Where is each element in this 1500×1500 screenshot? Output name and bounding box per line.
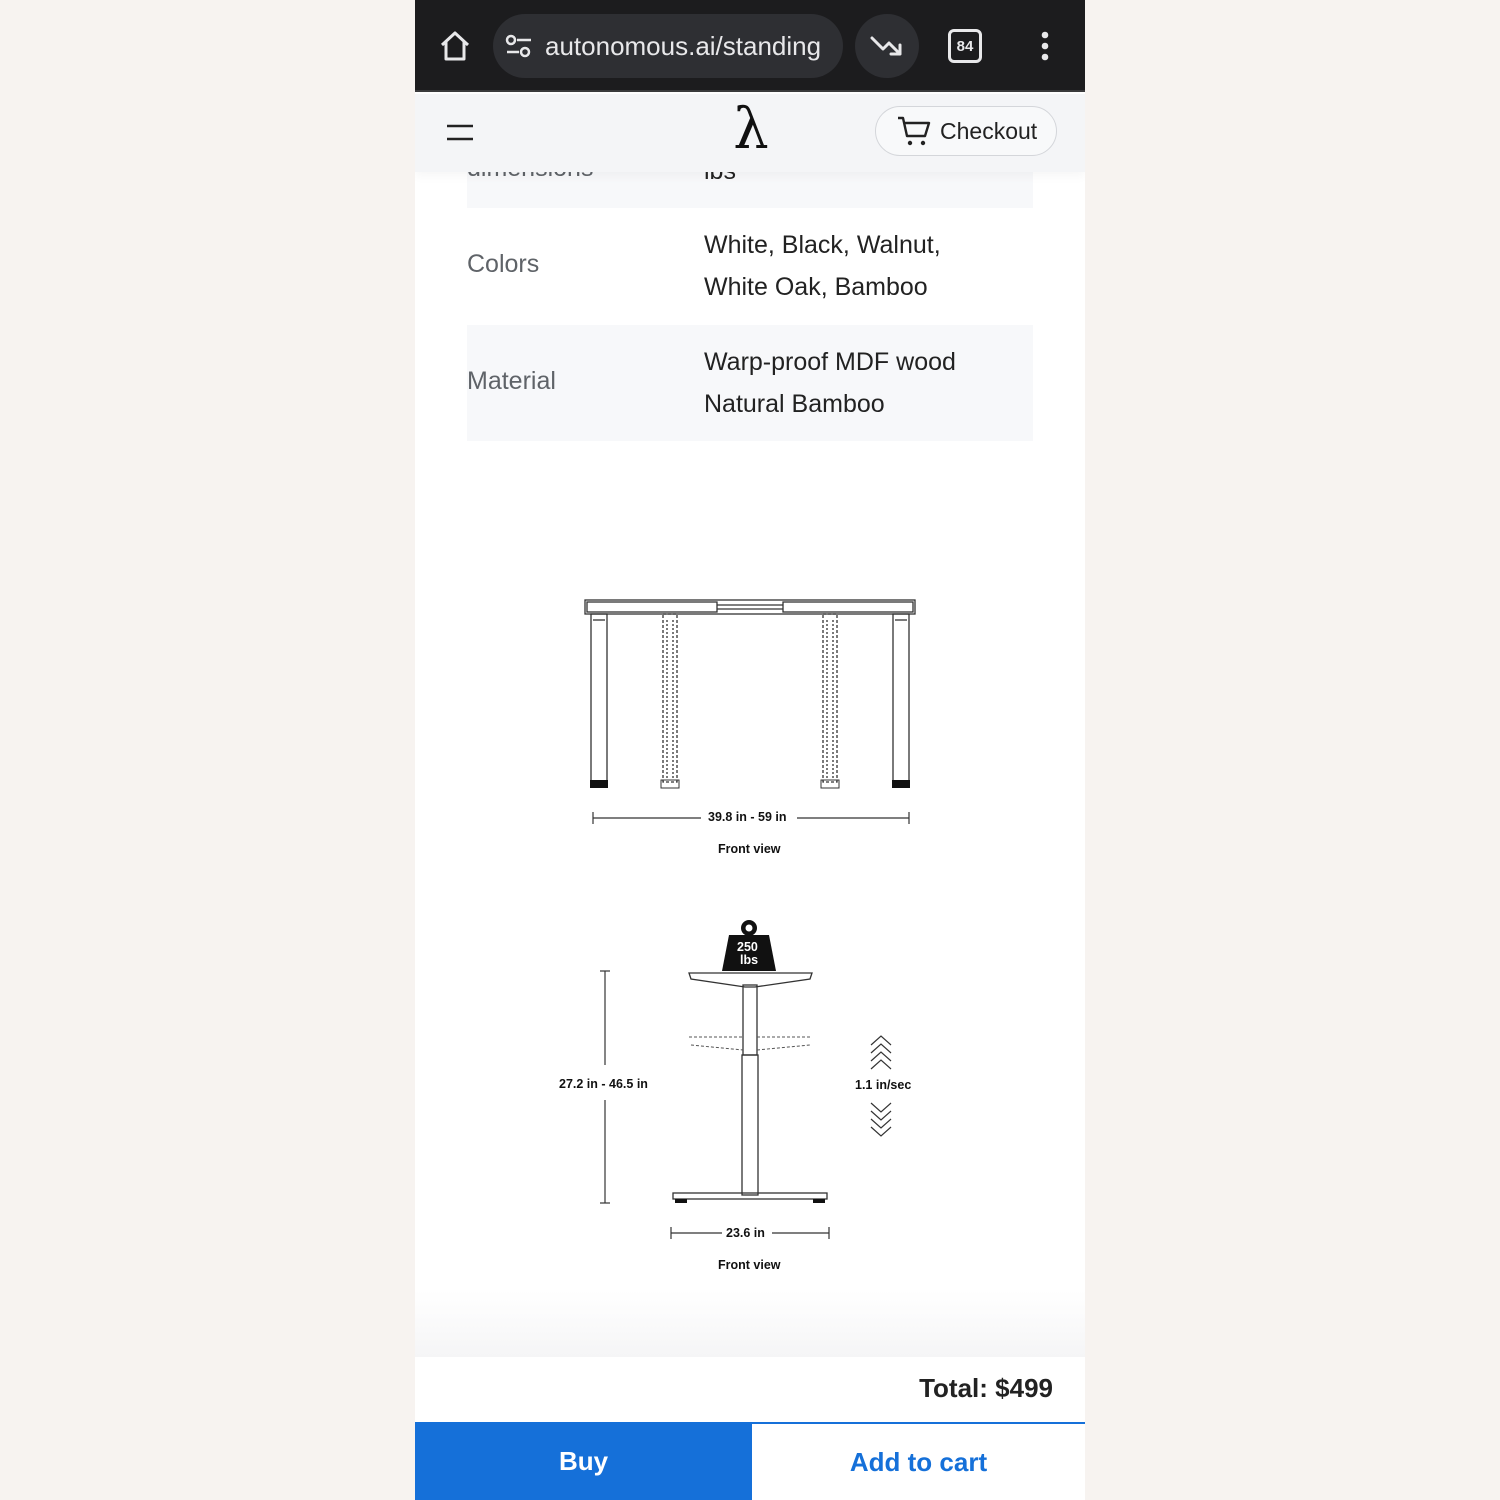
- checkout-label: Checkout: [940, 117, 1038, 144]
- trending-down-icon: [870, 34, 904, 58]
- scroll-fade: [415, 1290, 1085, 1360]
- base-width-label: 23.6 in: [726, 1226, 765, 1240]
- spec-value-line: White Oak, Bamboo: [704, 273, 928, 301]
- home-icon: [438, 29, 472, 63]
- site-settings-icon[interactable]: [505, 34, 533, 58]
- desk-front-diagram: [575, 590, 925, 830]
- front-view-caption: Front view: [718, 842, 781, 856]
- spec-value-line: Warp-proof MDF wood: [704, 348, 956, 376]
- buy-button[interactable]: Buy: [415, 1422, 752, 1500]
- tab-switcher-button[interactable]: [945, 27, 985, 65]
- tab-count: 84: [948, 29, 982, 63]
- add-to-cart-button[interactable]: Add to cart: [752, 1422, 1085, 1500]
- spec-value-line: White, Black, Walnut,: [704, 231, 941, 259]
- spec-value: [704, 224, 941, 308]
- side-view-caption: Front view: [718, 1258, 781, 1272]
- hamburger-icon: [445, 120, 475, 144]
- home-button[interactable]: [433, 22, 477, 70]
- spec-label: Material: [467, 367, 556, 395]
- spec-value: [704, 341, 956, 425]
- purchase-bar: [415, 1357, 1085, 1500]
- address-bar[interactable]: [493, 14, 843, 78]
- weight-unit: lbs: [740, 953, 759, 967]
- browser-menu-button[interactable]: [1027, 26, 1063, 66]
- weight-value: 250: [737, 940, 758, 954]
- more-vertical-icon: [1040, 31, 1050, 61]
- site-header: [415, 94, 1085, 172]
- price-tracking-button[interactable]: [855, 14, 919, 78]
- spec-value-line: Natural Bamboo: [704, 390, 885, 418]
- front-width-label: 39.8 in - 59 in: [708, 810, 787, 824]
- cart-icon: [896, 115, 932, 147]
- height-range-label: 27.2 in - 46.5 in: [559, 1077, 648, 1091]
- browser-toolbar: [415, 0, 1085, 92]
- spec-label: Colors: [467, 250, 540, 278]
- checkout-button[interactable]: [875, 106, 1057, 156]
- spec-row-material: [467, 325, 1033, 441]
- url-text[interactable]: autonomous.ai/standing: [545, 31, 822, 61]
- spec-row-colors: [467, 208, 1033, 325]
- site-logo[interactable]: λ: [733, 97, 769, 162]
- phone-screen: [415, 0, 1085, 1500]
- speed-label: 1.1 in/sec: [855, 1078, 912, 1092]
- total-price: Total: $499: [919, 1373, 1053, 1403]
- menu-button[interactable]: [445, 120, 477, 148]
